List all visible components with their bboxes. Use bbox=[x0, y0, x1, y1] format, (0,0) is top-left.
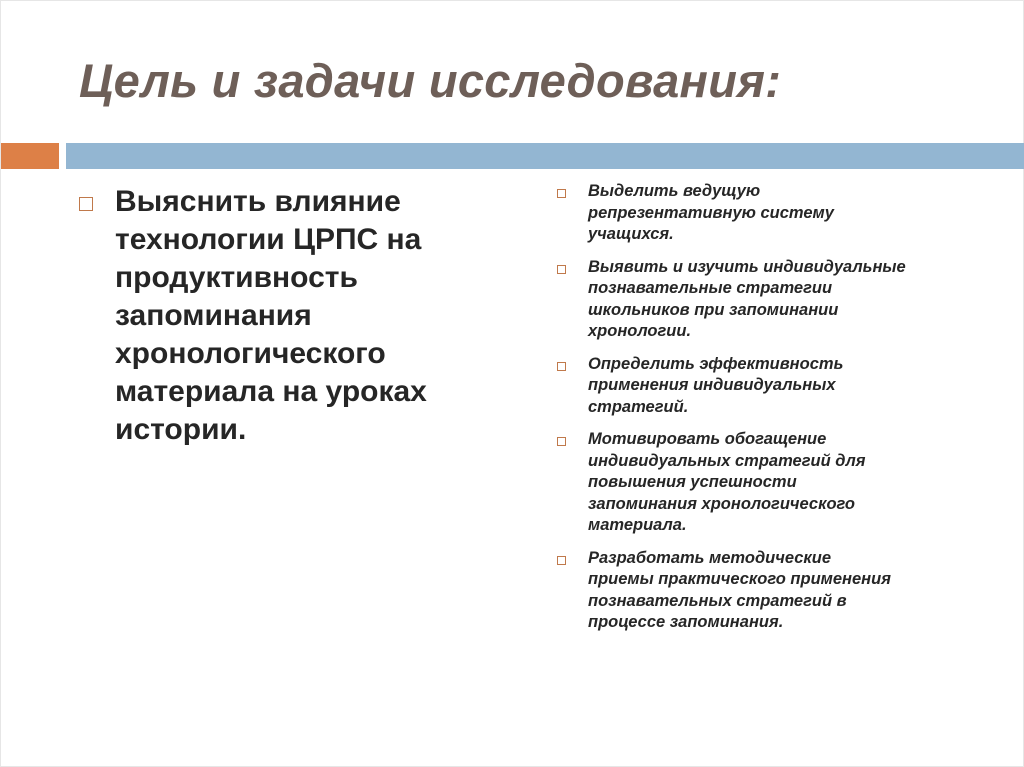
square-bullet-icon bbox=[557, 189, 566, 198]
goal-text: Выяснить влияние технологии ЦРПС на продуктивность запоминания хронологического материала на уроках истории. bbox=[115, 185, 427, 446]
task-item bbox=[557, 354, 997, 419]
square-bullet-icon bbox=[557, 362, 566, 371]
task-text: Выявить и изучить индивидуальные познавательные стратегии школьников при запоминании хронологии. bbox=[588, 257, 906, 340]
task-text: Выделить ведущую репрезентативную систему учащихся. bbox=[588, 182, 834, 243]
task-text: Мотивировать обогащение индивидуальных стратегий для повышения успешности запоминания хронологического материала. bbox=[588, 430, 866, 534]
goal-column bbox=[79, 183, 489, 449]
accent-bar-blue bbox=[66, 143, 1024, 169]
tasks-column bbox=[557, 181, 997, 645]
task-item bbox=[557, 429, 997, 537]
accent-bar-orange bbox=[1, 143, 59, 169]
task-item bbox=[557, 257, 997, 343]
square-bullet-icon bbox=[79, 197, 93, 211]
task-item bbox=[557, 181, 997, 246]
goal-item bbox=[79, 183, 489, 449]
square-bullet-icon bbox=[557, 437, 566, 446]
task-item bbox=[557, 548, 997, 634]
square-bullet-icon bbox=[557, 556, 566, 565]
slide-title: Цель и задачи исследования: bbox=[79, 54, 782, 107]
square-bullet-icon bbox=[557, 265, 566, 274]
task-text: Разработать методические приемы практического применения познавательных стратегий в процессе запоминания. bbox=[588, 548, 891, 631]
task-text: Определить эффективность применения индивидуальных стратегий. bbox=[588, 354, 844, 416]
